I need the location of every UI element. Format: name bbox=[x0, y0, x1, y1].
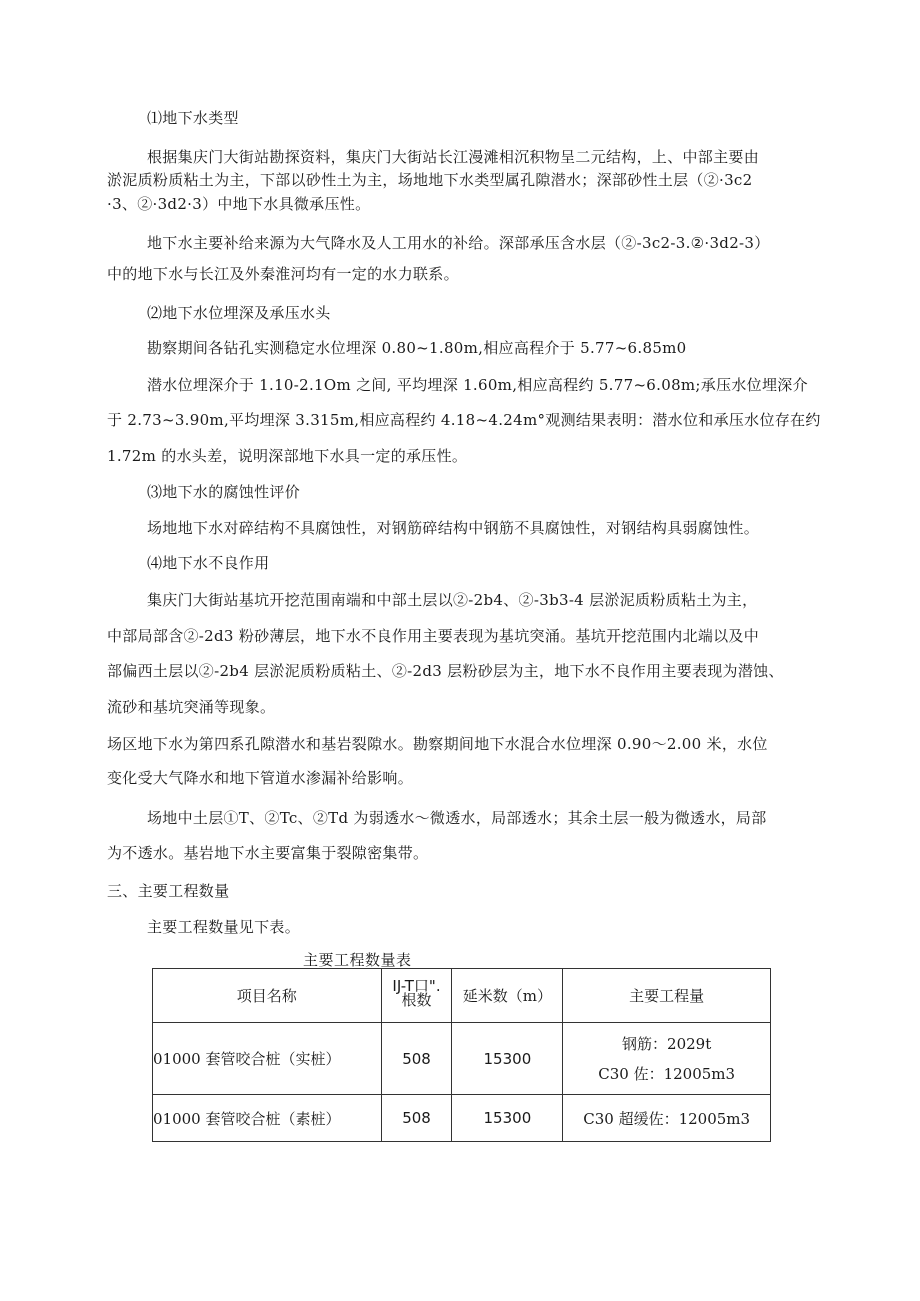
paragraph-line: 主要工程数量见下表。 bbox=[147, 918, 301, 936]
section-title-quantities: 三、主要工程数量 bbox=[107, 882, 230, 900]
table-row bbox=[153, 1023, 771, 1095]
cell-quantity bbox=[563, 1023, 771, 1095]
paragraph-line: 场地地下水对碎结构不具腐蚀性，对钢筋碎结构中钢筋不具腐蚀性，对钢结构具弱腐蚀性。 bbox=[147, 519, 760, 537]
header-project-name: 项目名称 bbox=[153, 969, 382, 1023]
paragraph-line: 地下水主要补给来源为大气降水及人工用水的补给。深部承压含水层（②-3c2-3.②·3d2-3） bbox=[147, 234, 770, 252]
paragraph-line: ·3、②·3d2·3）中地下水具微承压性。 bbox=[107, 195, 371, 213]
paragraph-line: 变化受大气降水和地下管道水渗漏补给影响。 bbox=[107, 769, 414, 787]
paragraph-line: 于 2.73~3.90m,平均埋深 3.315m,相应高程约 4.18~4.24m°观测结果表明：潜水位和承压水位存在约 bbox=[107, 411, 821, 429]
paragraph-line: 集庆门大街站基坑开挖范围南端和中部土层以②-2b4、②-3b3-4 层淤泥质粉质粘土为主， bbox=[147, 591, 758, 609]
paragraph-line: 为不透水。基岩地下水主要富集于裂隙密集带。 bbox=[107, 844, 429, 862]
cell-length: 15300 bbox=[452, 1095, 563, 1142]
header-quantity: 主要工程量 bbox=[563, 969, 771, 1023]
paragraph-line: 潜水位埋深介于 1.10-2.1Om 之间, 平均埋深 1.60m,相应高程约 5.77~6.08m;承压水位埋深介 bbox=[147, 376, 808, 394]
paragraph-line: 场区地下水为第四系孔隙潜水和基岩裂隙水。勘察期间地下水混合水位埋深 0.90～2.00 米，水位 bbox=[107, 735, 768, 753]
paragraph-line: 勘察期间各钻孔实测稳定水位埋深 0.80~1.80m,相应高程介于 5.77~6.85m0 bbox=[147, 339, 687, 357]
cell-length: 15300 bbox=[452, 1023, 563, 1095]
paragraph-line: 场地中土层①T、②Tc、②Td 为弱透水～微透水，局部透水；其余土层一般为微透水，局部 bbox=[147, 809, 767, 827]
paragraph-line: 中的地下水与长江及外秦淮河均有一定的水力联系。 bbox=[107, 265, 459, 283]
paragraph-line: 流砂和基坑突涌等现象。 bbox=[107, 698, 276, 716]
header-length: 延米数（m） bbox=[452, 969, 563, 1023]
table-header-row bbox=[153, 969, 771, 1023]
table-row bbox=[153, 1095, 771, 1142]
quantity-rebar: 钢筋：2029t bbox=[622, 1034, 712, 1053]
table-caption: 主要工程数量表 bbox=[303, 951, 412, 969]
paragraph-line: 部偏西土层以②-2b4 层淤泥质粉质粘土、②-2d3 层粉砂层为主，地下水不良作用主要表现为潜蚀、 bbox=[107, 662, 784, 680]
cell-count: 508 bbox=[381, 1095, 452, 1142]
quantity-concrete: C30 佐：12005m3 bbox=[598, 1064, 736, 1083]
cell-quantity: C30 超缓佐：12005m3 bbox=[563, 1095, 771, 1142]
header-pile-count bbox=[381, 969, 452, 1023]
section-title-corrosion: ⑶地下水的腐蚀性评价 bbox=[147, 483, 301, 501]
header-count-label: 根数 bbox=[401, 991, 432, 1009]
section-title-groundwater-type: ⑴地下水类型 bbox=[147, 109, 239, 127]
paragraph-line: 淤泥质粉质粘土为主，下部以砂性土为主，场地地下水类型属孔隙潜水；深部砂性土层（②·3c2 bbox=[107, 171, 753, 189]
section-title-adverse-effects: ⑷地下水不良作用 bbox=[147, 554, 270, 572]
quantities-table bbox=[152, 968, 771, 1142]
paragraph-line: 1.72m 的水头差，说明深部地下水具一定的承压性。 bbox=[107, 447, 468, 465]
cell-project-name: 01000 套管咬合桩（实桩） bbox=[153, 1023, 382, 1095]
paragraph-line: 中部局部含②-2d3 粉砂薄层，地下水不良作用主要表现为基坑突涌。基坑开挖范围内北端以及中 bbox=[107, 627, 760, 645]
section-title-water-level: ⑵地下水位埋深及承压水头 bbox=[147, 304, 331, 322]
header-count-top: IJ-T口". bbox=[392, 977, 441, 995]
paragraph-line: 根据集庆门大街站勘探资料，集庆门大街站长江漫滩相沉积物呈二元结构，上、中部主要由 bbox=[147, 148, 760, 166]
cell-project-name: 01000 套管咬合桩（素桩） bbox=[153, 1095, 382, 1142]
cell-count: 508 bbox=[381, 1023, 452, 1095]
